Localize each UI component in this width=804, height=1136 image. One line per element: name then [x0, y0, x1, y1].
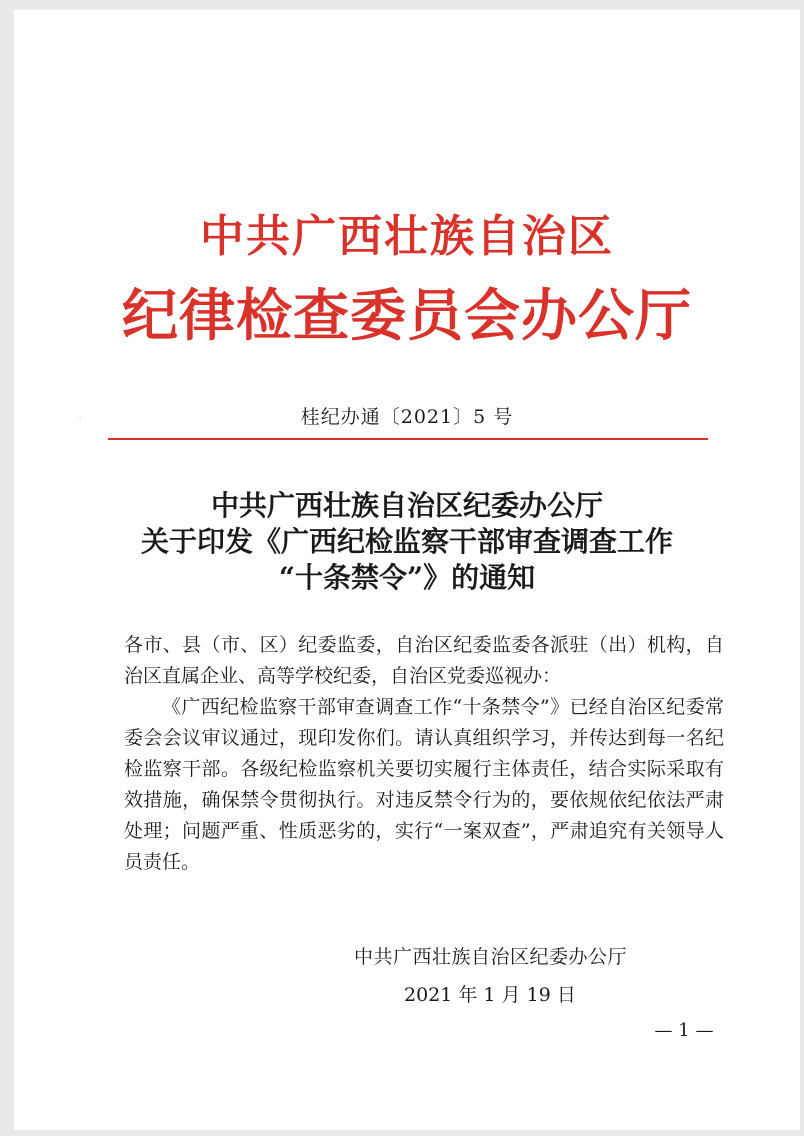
- header-org-line2: 纪律检查委员会办公厅: [122, 283, 692, 349]
- scan-mark-icon: ⁖: [76, 414, 82, 425]
- title-line1: 中共广西壮族自治区纪委办公厅: [210, 489, 603, 522]
- page-number: — 1 —: [654, 1020, 714, 1041]
- signature-date: 2021 年 1 月 19 日: [404, 984, 576, 1006]
- document-body: [124, 630, 724, 878]
- signature-org: 中共广西壮族自治区纪委办公厅: [354, 946, 628, 968]
- header-org-line1: 中共广西壮族自治区: [200, 211, 614, 262]
- document-page: [14, 10, 800, 1130]
- main-paragraph: 《广西纪检监察干部审查调查工作“十条禁令”》已经自治区纪委常委会会议审议通过，现印发你们。请认真组织学习，并传达到每一名纪检监察干部。各级纪检监察机关要切实履行主体责任，结合实际采取有效措施，确保禁令贯彻执行。对违反禁令行为的，要依规依纪依法严肃处理；问题严重、性质恶劣的，实行“一案双查”，严肃追究有关领导人员责任。: [124, 696, 724, 873]
- document-number: 桂纪办通〔2021〕5 号: [300, 406, 514, 428]
- title-line2: 关于印发《广西纪检监察干部审查调查工作: [140, 525, 673, 558]
- red-divider-line: [108, 438, 708, 440]
- recipients-paragraph: 各市、县（市、区）纪委监委，自治区纪委监委各派驻（出）机构，自治区直属企业、高等学校纪委，自治区党委巡视办：: [124, 634, 724, 687]
- document-title: [14, 488, 800, 596]
- title-line3: “十条禁令”》的通知: [278, 561, 536, 594]
